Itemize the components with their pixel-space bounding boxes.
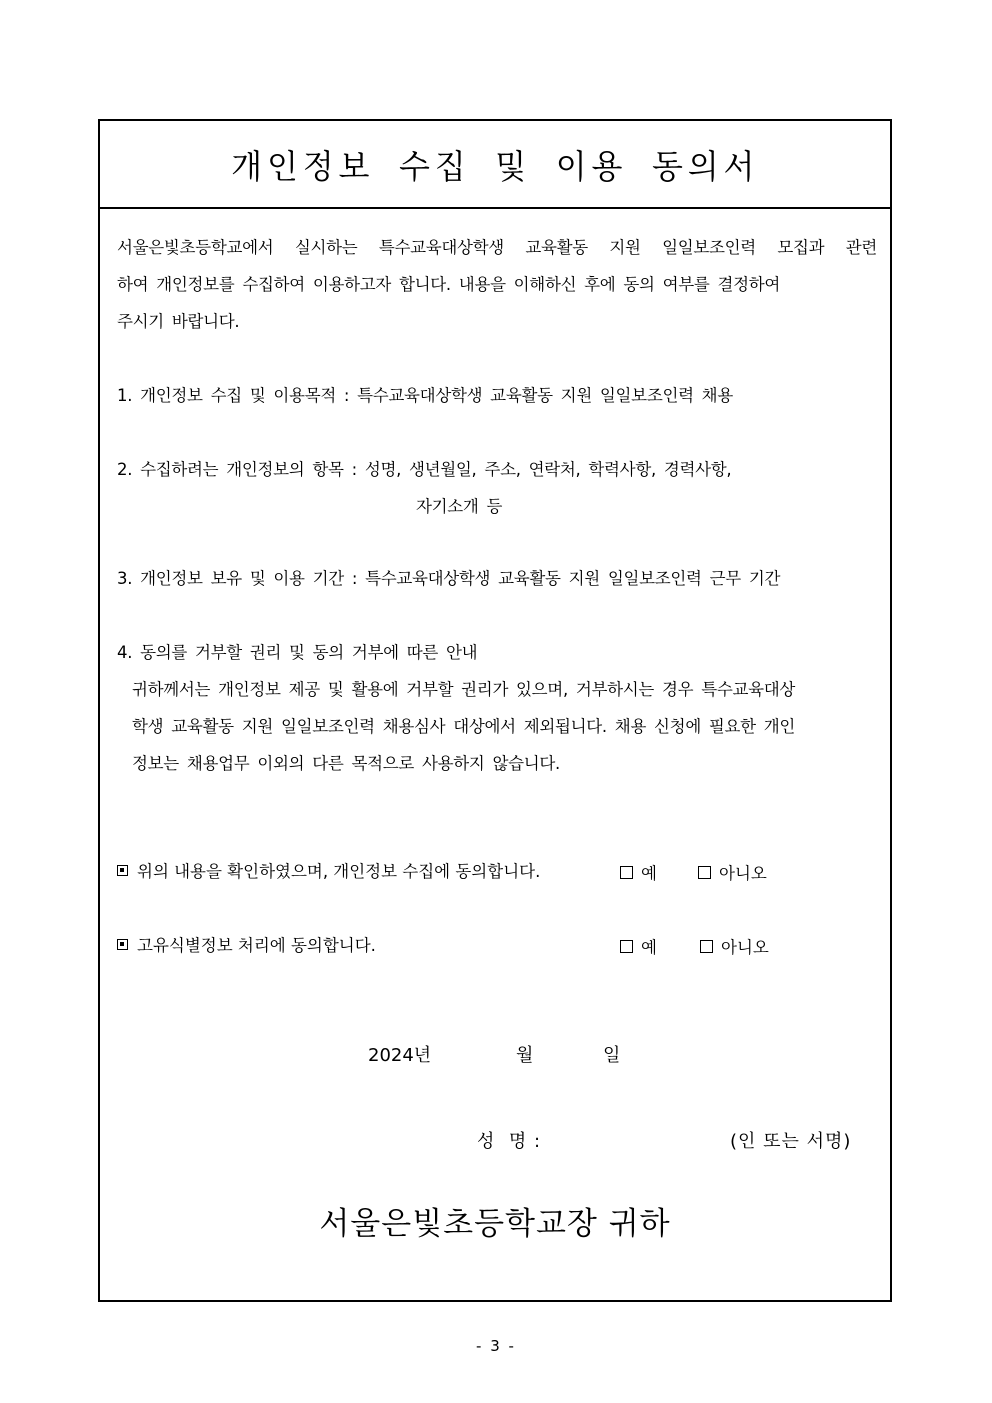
date-day: 일	[603, 1045, 621, 1066]
intro-line-1: 서울은빛초등학교에서 실시하는 특수교육대상학생 교육활동 지원 일일보조인력 모집과 관련	[117, 238, 877, 257]
signature-name-label: 성 명 :	[477, 1131, 542, 1152]
item-4-detail-3: 정보는 채용업무 이외의 다른 목적으로 사용하지 않습니다.	[132, 754, 560, 773]
no-label: 아니오	[721, 938, 769, 957]
intro-line-2: 하여 개인정보를 수집하여 이용하고자 합니다. 내용을 이해하신 후에 동의 여부를 결정하여	[117, 275, 781, 294]
item-2-continuation: 자기소개 등	[416, 497, 503, 516]
item-number: 2.	[117, 460, 133, 479]
intro-line-3: 주시기 바랍니다.	[117, 312, 240, 331]
item-number: 4.	[117, 643, 133, 662]
item-number: 3.	[117, 569, 133, 588]
item-text: 개인정보 수집 및 이용목적 : 특수교육대상학생 교육활동 지원 일일보조인력 채용	[140, 386, 733, 405]
item-3	[117, 565, 780, 589]
item-4-detail-1: 귀하께서는 개인정보 제공 및 활용에 거부할 권리가 있으며, 거부하시는 경우 특수교육대상	[132, 680, 796, 699]
item-1	[117, 382, 733, 406]
item-4	[117, 639, 477, 663]
addressee: 서울은빛초등학교장 귀하	[319, 1206, 671, 1242]
item-number: 1.	[117, 386, 133, 405]
filled-square-bullet-icon	[117, 865, 128, 876]
date-year: 2024년	[368, 1045, 432, 1066]
signature-note: (인 또는 서명)	[730, 1131, 852, 1152]
filled-square-bullet-icon	[117, 939, 128, 950]
consent-collection-yes[interactable]	[620, 860, 657, 884]
date-month: 월	[516, 1045, 534, 1066]
item-2	[117, 456, 731, 480]
item-text: 동의를 거부할 권리 및 동의 거부에 따른 안내	[140, 643, 478, 662]
consent-collection-no[interactable]	[698, 860, 767, 884]
item-4-detail-2: 학생 교육활동 지원 일일보조인력 채용심사 대상에서 제외됩니다. 채용 신청에 필요한 개인	[132, 717, 796, 736]
item-text: 개인정보 보유 및 이용 기간 : 특수교육대상학생 교육활동 지원 일일보조인력 근무 기간	[140, 569, 781, 588]
consent-statement: 위의 내용을 확인하였으며, 개인정보 수집에 동의합니다.	[137, 862, 541, 881]
yes-label: 예	[641, 864, 657, 883]
page-number: - 3 -	[476, 1337, 516, 1355]
checkbox-icon[interactable]	[698, 866, 711, 879]
consent-row-collection	[117, 858, 540, 882]
title-cell	[100, 121, 890, 209]
consent-unique-id-no[interactable]	[700, 934, 769, 958]
consent-form	[98, 119, 892, 1302]
consent-unique-id-yes[interactable]	[620, 934, 657, 958]
consent-row-unique-id	[117, 932, 376, 956]
checkbox-icon[interactable]	[620, 940, 633, 953]
yes-label: 예	[641, 938, 657, 957]
consent-statement: 고유식별정보 처리에 동의합니다.	[137, 936, 376, 955]
form-title: 개인정보 수집 및 이용 동의서	[230, 146, 760, 186]
no-label: 아니오	[719, 864, 767, 883]
checkbox-icon[interactable]	[620, 866, 633, 879]
item-text: 수집하려는 개인정보의 항목 : 성명, 생년월일, 주소, 연락처, 학력사항, 경력사항,	[140, 460, 732, 479]
checkbox-icon[interactable]	[700, 940, 713, 953]
